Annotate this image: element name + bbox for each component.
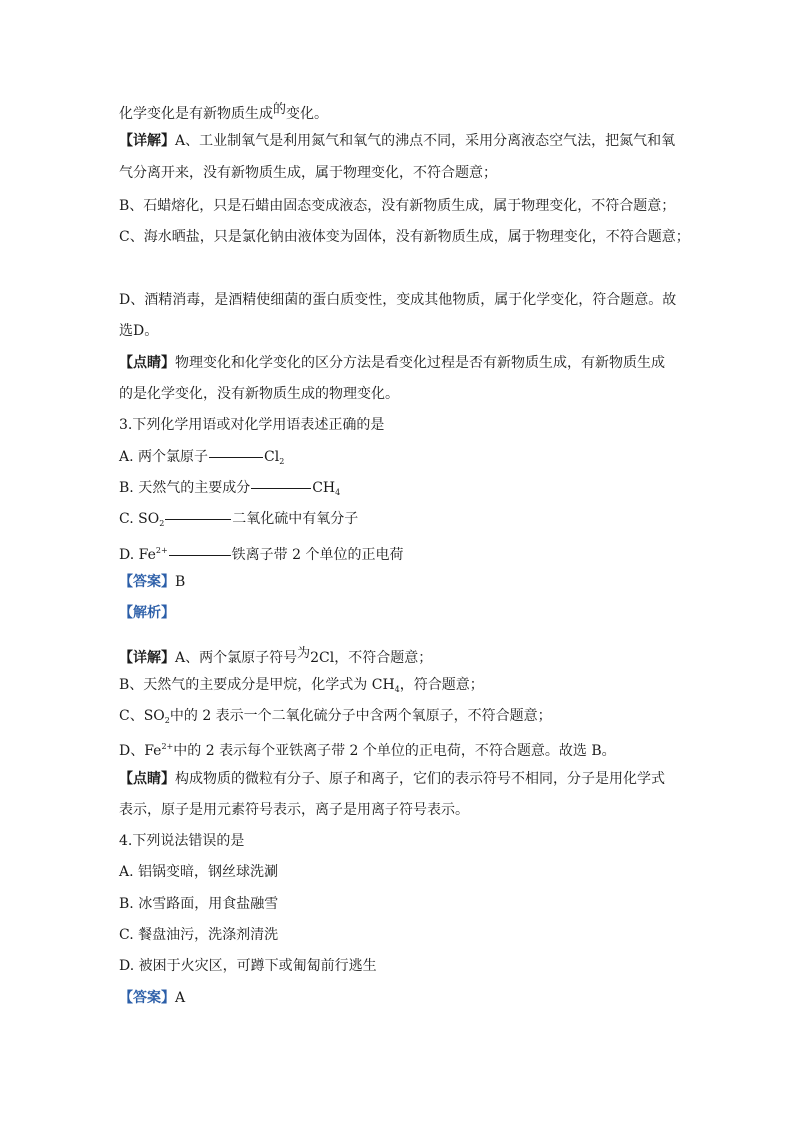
answer-tag: 【答案】 [119,990,175,1006]
option-a: A. 铝锅变暗，钢丝球洗涮 [119,864,279,880]
text-segment: B. 天然气的主要成分 [119,480,251,496]
text-segment: 中的 2 表示每个亚铁离子带 2 个单位的正电荷，不符合题意。故选 B。 [173,743,616,759]
text-segment: 变化。 [286,106,329,122]
text-segment: B、天然气的主要成分是甲烷，化学式为 CH [119,677,395,693]
section-tag: 【点睛】 [119,771,175,787]
subscript: 4 [394,685,400,694]
text-line [119,131,675,151]
text-line [119,353,665,373]
formula: C. SO [119,511,160,527]
section-tag: 【详解】 [119,133,175,149]
text-segment: ，符合题意； [399,677,484,693]
text-segment: 为 [297,646,311,661]
option-d [119,541,403,565]
section-tag: 【详解】 [119,650,175,666]
subscript: 2 [159,519,165,528]
text-segment: D、Fe [119,743,162,759]
option-c: C. 餐盘油污，洗涤剂清洗 [119,927,279,943]
subscript: 4 [335,488,341,497]
text-line: 气分离开来，没有新物质生成，属于物理变化，不符合题意； [119,165,497,181]
answer-line [119,572,185,592]
answer-line [119,988,185,1008]
text-segment: 物理变化和化学变化的区分方法是看变化过程是否有新物质生成，有新物质生成 [175,355,665,371]
option-d: D. 被困于火灾区，可蹲下或匍匐前行逃生 [119,958,377,974]
formula: CH [312,480,336,496]
subscript: 2 [279,457,285,466]
analysis-line [119,603,175,623]
text-segment: 二氧化硫中有氧分子 [232,511,359,527]
section-tag: 【点睛】 [119,355,175,371]
superscript: 2+ [161,742,174,751]
text-segment: 2Cl，不符合题意； [310,650,433,666]
question-title: 4.下列说法错误的是 [119,833,245,849]
dash-line [209,457,263,458]
dash-line [165,519,231,520]
formula: Cl [264,449,280,465]
text-line [119,769,665,789]
text-line: 表示，原子是用元素符号表示，离子是用离子符号表示。 [119,802,469,818]
answer-value: A [175,990,186,1006]
text-line [119,100,328,124]
text-line [119,644,432,668]
text-segment: 化学变化是有新物质生成 [119,106,273,122]
text-segment: A、两个氯原子符号 [175,650,298,666]
text-segment: C、SO [119,708,165,724]
text-line: C、海水晒盐，只是氯化钠由液体变为固体，没有新物质生成，属于物理变化，不符合题意； [119,229,690,245]
text-segment: 中的 2 表示一个二氧化硫分子中含两个氧原子，不符合题意； [169,708,552,724]
text-line [119,706,552,731]
text-line: B、石蜡熔化，只是石蜡由固态变成液态，没有新物质生成，属于物理变化，不符合题意； [119,198,676,214]
text-segment: A、工业制氧气是利用氮气和氧气的沸点不同，采用分离液态空气法，把氮气和氧 [175,133,676,149]
text-segment: 构成物质的微粒有分子、原子和离子，它们的表示符号不相同，分子是用化学式 [175,771,665,787]
text-line [119,675,484,700]
answer-tag: 【答案】 [119,574,175,590]
option-a [119,447,284,472]
text-line [119,737,616,761]
option-b [119,478,340,503]
option-c [119,509,358,534]
question-title: 3.下列化学用语或对化学用语表述正确的是 [119,417,385,433]
option-b: B. 冰雪路面，用食盐融雪 [119,896,279,912]
text-segment: 的 [273,102,287,117]
formula: D. Fe [119,547,156,563]
text-line: 选D。 [119,323,159,339]
subscript: 2 [164,716,170,725]
analysis-tag: 【解析】 [119,605,175,621]
dash-line [169,555,231,556]
superscript: 2+ [155,546,168,555]
text-segment: A. 两个氯原子 [119,449,209,465]
text-line: D、酒精消毒，是酒精使细菌的蛋白质变性，变成其他物质，属于化学变化，符合题意。故 [119,292,677,308]
text-segment: 铁离子带 2 个单位的正电荷 [231,547,404,563]
answer-value: B [175,574,186,590]
dash-line [251,488,311,489]
text-line: 的是化学变化，没有新物质生成的物理变化。 [119,386,399,402]
